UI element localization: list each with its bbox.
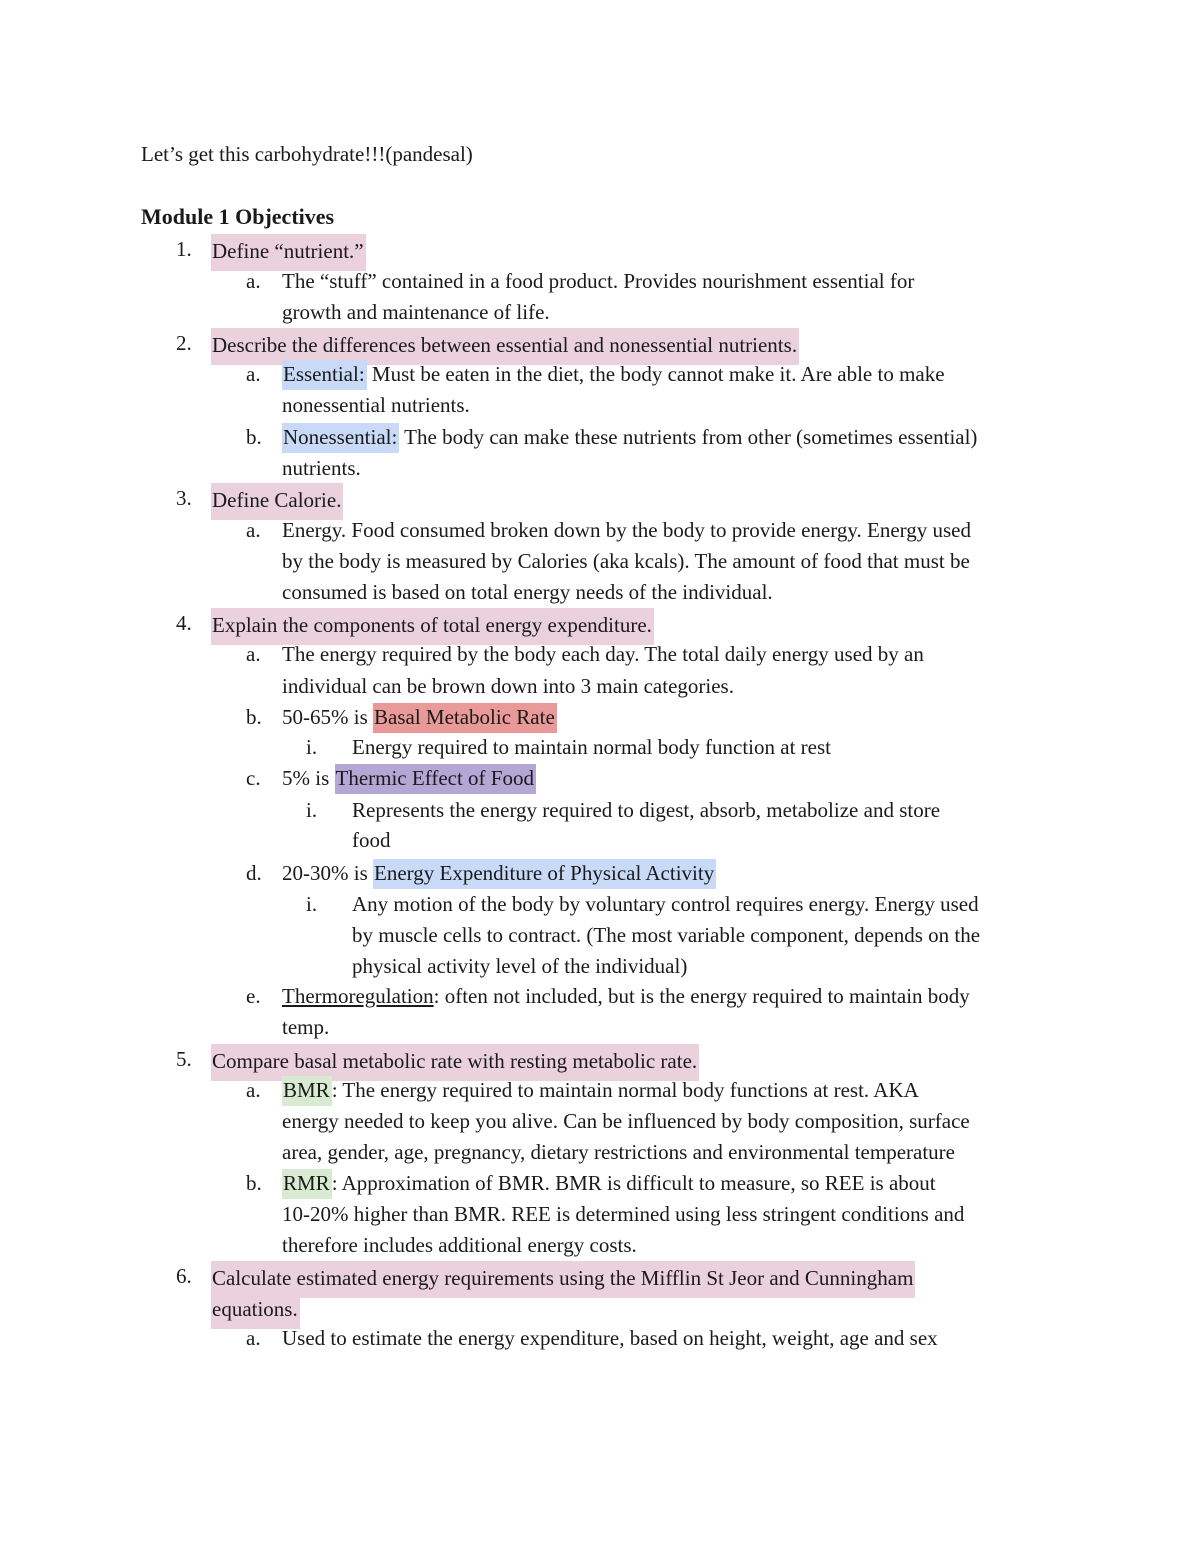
percent-text: 50-65% is [282,705,373,729]
item-text: food [352,828,391,852]
item-text [282,763,536,794]
list-marker: a. [246,269,261,293]
item-text-rest: : The energy required to maintain normal body functions at rest. AKA [331,1078,919,1102]
item-text: area, gender, age, pregnancy, dietary restrictions and environmental temperature [282,1140,955,1164]
item-text: Used to estimate the energy expenditure, based on height, weight, age and sex [282,1326,938,1350]
item-text [282,1075,919,1106]
list-marker: i. [306,798,318,822]
item-text: Represents the energy required to digest, absorb, metabolize and store [352,798,941,822]
list-marker: i. [306,892,318,916]
list-marker: 6. [176,1264,192,1288]
list-marker: d. [246,861,262,885]
list-marker: 4. [176,611,192,635]
objective-title: Define “nutrient.” [211,234,366,271]
item-text [282,422,977,453]
objective-title: Describe the differences between essential and nonessential nutrients. [211,328,799,365]
percent-text: 5% is [282,766,335,790]
item-text-rest: Must be eaten in the diet, the body cannot make it. Are able to make [366,362,945,386]
list-marker: 1. [176,237,192,261]
item-text: growth and maintenance of life. [282,300,550,324]
item-text: 10-20% higher than BMR. REE is determined using less stringent conditions and [282,1202,965,1226]
item-text: The energy required by the body each day. The total daily energy used by an [282,642,924,666]
objective-title: Define Calorie. [211,483,343,520]
objective-title: equations. [211,1292,300,1329]
term-basal-metabolic-rate: Basal Metabolic Rate [373,703,557,733]
objective-title: Explain the components of total energy expenditure. [211,608,654,645]
item-text: The “stuff” contained in a food product. Provides nourishment essential for [282,269,915,293]
item-text: Any motion of the body by voluntary control requires energy. Energy used [352,892,979,916]
list-marker: b. [246,425,262,449]
objective-title: Compare basal metabolic rate with resting metabolic rate. [211,1044,699,1081]
percent-text: 20-30% is [282,861,373,885]
item-text [282,1168,936,1199]
list-marker: 3. [176,486,192,510]
list-marker: 2. [176,331,192,355]
objective-title: Calculate estimated energy requirements using the Mifflin St Jeor and Cunningham [211,1261,915,1298]
list-marker: a. [246,642,261,666]
item-text-rest: The body can make these nutrients from other (sometimes essential) [399,425,978,449]
term-nonessential: Nonessential: [282,423,399,453]
item-text [282,359,945,390]
term-thermic-effect-of-food: Thermic Effect of Food [335,764,536,794]
list-marker: 5. [176,1047,192,1071]
list-marker: i. [306,735,318,759]
item-text: individual can be brown down into 3 main categories. [282,674,734,698]
term-bmr: BMR [282,1076,332,1106]
list-marker: b. [246,705,262,729]
item-text: by the body is measured by Calories (aka kcals). The amount of food that must be [282,549,970,573]
list-marker: a. [246,518,261,542]
item-text-rest: : Approximation of BMR. BMR is difficult to measure, so REE is about [331,1171,936,1195]
list-marker: a. [246,1078,261,1102]
item-text: consumed is based on total energy needs of the individual. [282,580,773,604]
item-text [282,858,716,889]
item-text [282,981,970,1012]
term-physical-activity: Energy Expenditure of Physical Activity [373,859,716,889]
item-text-rest: : often not included, but is the energy required to maintain body [433,984,970,1008]
term-rmr: RMR [282,1169,332,1199]
list-marker: e. [246,984,261,1008]
item-text: physical activity level of the individual) [352,954,688,978]
item-text: temp. [282,1015,330,1039]
item-text: nonessential nutrients. [282,393,470,417]
item-text: therefore includes additional energy costs. [282,1233,637,1257]
item-text: energy needed to keep you alive. Can be influenced by body composition, surface [282,1109,970,1133]
item-text: Energy required to maintain normal body function at rest [352,735,831,759]
item-text: nutrients. [282,456,361,480]
item-text [282,702,557,733]
item-text: Energy. Food consumed broken down by the body to provide energy. Energy used [282,518,971,542]
item-text: by muscle cells to contract. (The most variable component, depends on the [352,923,981,947]
intro-text: Let’s get this carbohydrate!!!(pandesal) [141,142,473,166]
term-essential: Essential: [282,360,367,390]
list-marker: a. [246,362,261,386]
module-heading-text: Module 1 Objectives [141,204,335,229]
list-marker: b. [246,1171,262,1195]
list-marker: c. [246,766,261,790]
list-marker: a. [246,1326,261,1350]
term-thermoregulation: Thermoregulation [282,984,434,1008]
